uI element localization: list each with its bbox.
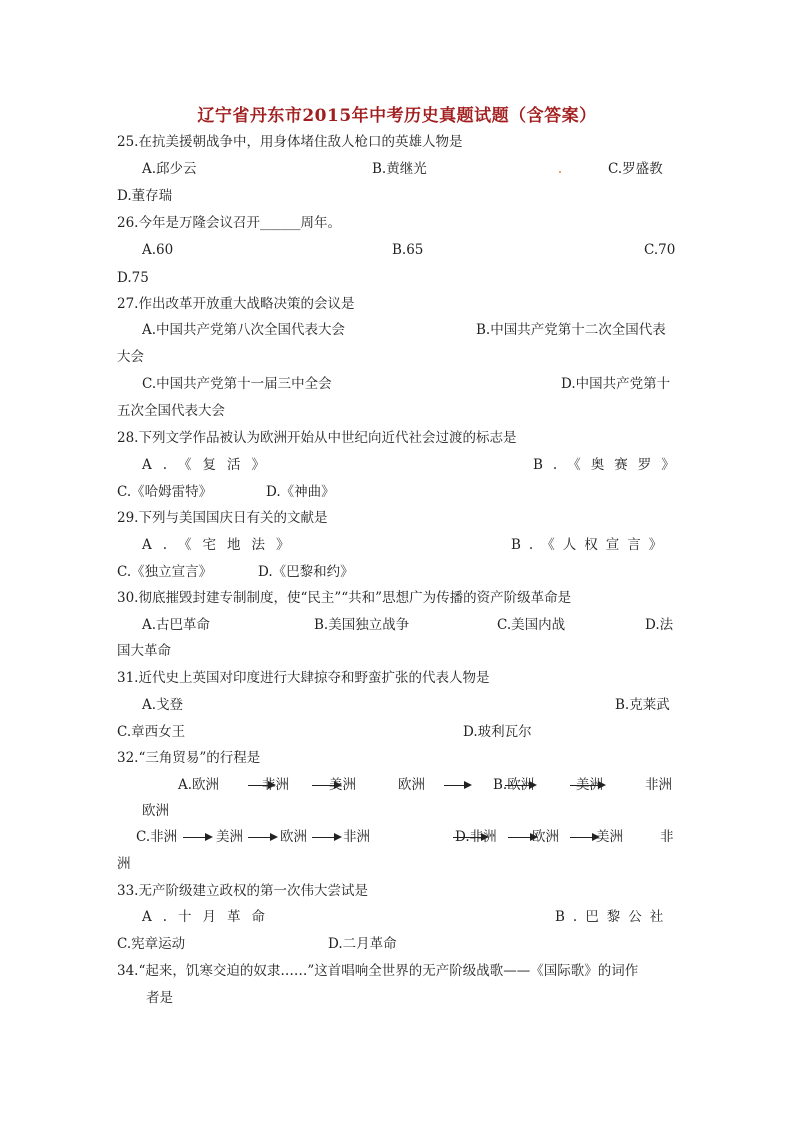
option: A.古巴革命: [142, 617, 211, 633]
option: C.美国内战: [497, 617, 566, 633]
option: C.罗盛教: [608, 161, 663, 177]
option: D.董存瑞: [117, 188, 173, 204]
route-step: 美洲: [596, 829, 623, 845]
option: C.《哈姆雷特》: [117, 484, 213, 500]
option: D.中国共产党第十: [561, 376, 671, 392]
option: D.法: [645, 617, 674, 633]
question-stem: 33.无产阶级建立政权的第一次伟大尝试是: [117, 883, 368, 899]
route-step: 美洲: [576, 777, 603, 793]
question-stem: 25.在抗美援朝战争中，用身体堵住敌人枪口的英雄人物是: [117, 134, 463, 150]
question-stem: 31.近代史上英国对印度进行大肆掠夺和野蛮扩张的代表人物是: [117, 670, 490, 686]
route-arrow: [505, 777, 537, 793]
page-title: 辽宁省丹东市2015年中考历史真题试题（含答案）: [197, 106, 597, 126]
option: D.二月革命: [328, 936, 397, 952]
option: B.巴黎公社: [555, 909, 672, 925]
route-arrow: [312, 829, 342, 845]
option: D.《神曲》: [266, 484, 335, 500]
route-step: 欧洲: [532, 829, 559, 845]
option: B.《人权宣言》: [511, 537, 671, 553]
route-step: 非洲: [645, 777, 672, 793]
option: A.《复活》: [142, 457, 277, 473]
route-step: C.非洲: [136, 829, 178, 845]
question-stem: 32.“三角贸易”的行程是: [117, 750, 261, 766]
option: C.宪章运动: [117, 936, 186, 952]
route-step: 美洲: [216, 829, 243, 845]
route-step: A.欧洲: [178, 777, 220, 793]
option: B.中国共产党第十二次全国代表: [476, 322, 666, 338]
route-arrow: [183, 829, 213, 845]
option: C.中国共产党第十一届三中全会: [142, 376, 332, 392]
option: B.美国独立战争: [314, 617, 410, 633]
route-step: D.非洲: [455, 829, 497, 845]
option: A.十月革命: [142, 909, 277, 925]
route-arrow: [444, 777, 472, 793]
route-step: 洲: [117, 856, 131, 872]
option: C.章西女王: [117, 724, 186, 740]
option-continuation: 大会: [117, 349, 144, 365]
option: B.65: [392, 242, 424, 258]
route-arrow: [570, 777, 606, 793]
option: D.《巴黎和约》: [258, 564, 354, 580]
option-continuation: 五次全国代表大会: [117, 403, 225, 419]
route-step: 欧洲: [142, 803, 169, 819]
option: A.《宅地法》: [142, 537, 301, 553]
option: B.黄继光: [372, 161, 427, 177]
option: A.中国共产党第八次全国代表大会: [142, 322, 346, 338]
option: B.克莱武: [615, 697, 670, 713]
route-step: 非洲: [343, 829, 370, 845]
option: B.《奥赛罗》: [533, 457, 685, 473]
option: C.70: [644, 242, 676, 258]
route-step: 欧洲: [398, 777, 425, 793]
option: A.60: [142, 242, 174, 258]
stray-mark: [559, 171, 561, 173]
route-step: 美洲: [329, 777, 356, 793]
option: C.《独立宣言》: [117, 564, 213, 580]
option: D.玻利瓦尔: [463, 724, 532, 740]
route-step: 欧洲: [280, 829, 307, 845]
route-step: 非洲: [262, 777, 289, 793]
route-arrow: [248, 829, 278, 845]
route-step: 非: [660, 829, 674, 845]
option: A.邱少云: [142, 161, 197, 177]
route-step: B.欧洲: [493, 777, 535, 793]
option-continuation: 国大革命: [117, 643, 171, 659]
question-stem-continuation: 者是: [146, 990, 173, 1006]
question-stem: 28.下列文学作品被认为欧洲开始从中世纪向近代社会过渡的标志是: [117, 430, 517, 446]
question-stem: 26.今年是万隆会议召开______周年。: [117, 215, 341, 231]
question-stem: 30.彻底摧毁封建专制制度，使“民主”“共和”思想广为传播的资产阶级革命是: [117, 590, 572, 606]
question-stem: 34.“起来，饥寒交迫的奴隶……”这首唱响全世界的无产阶级战歌——《国际歌》的词作: [117, 963, 639, 979]
option: A.戈登: [142, 697, 184, 713]
question-stem: 29.下列与美国国庆日有关的文献是: [117, 510, 328, 526]
question-stem: 27.作出改革开放重大战略决策的会议是: [117, 296, 355, 312]
option: D.75: [117, 270, 149, 286]
